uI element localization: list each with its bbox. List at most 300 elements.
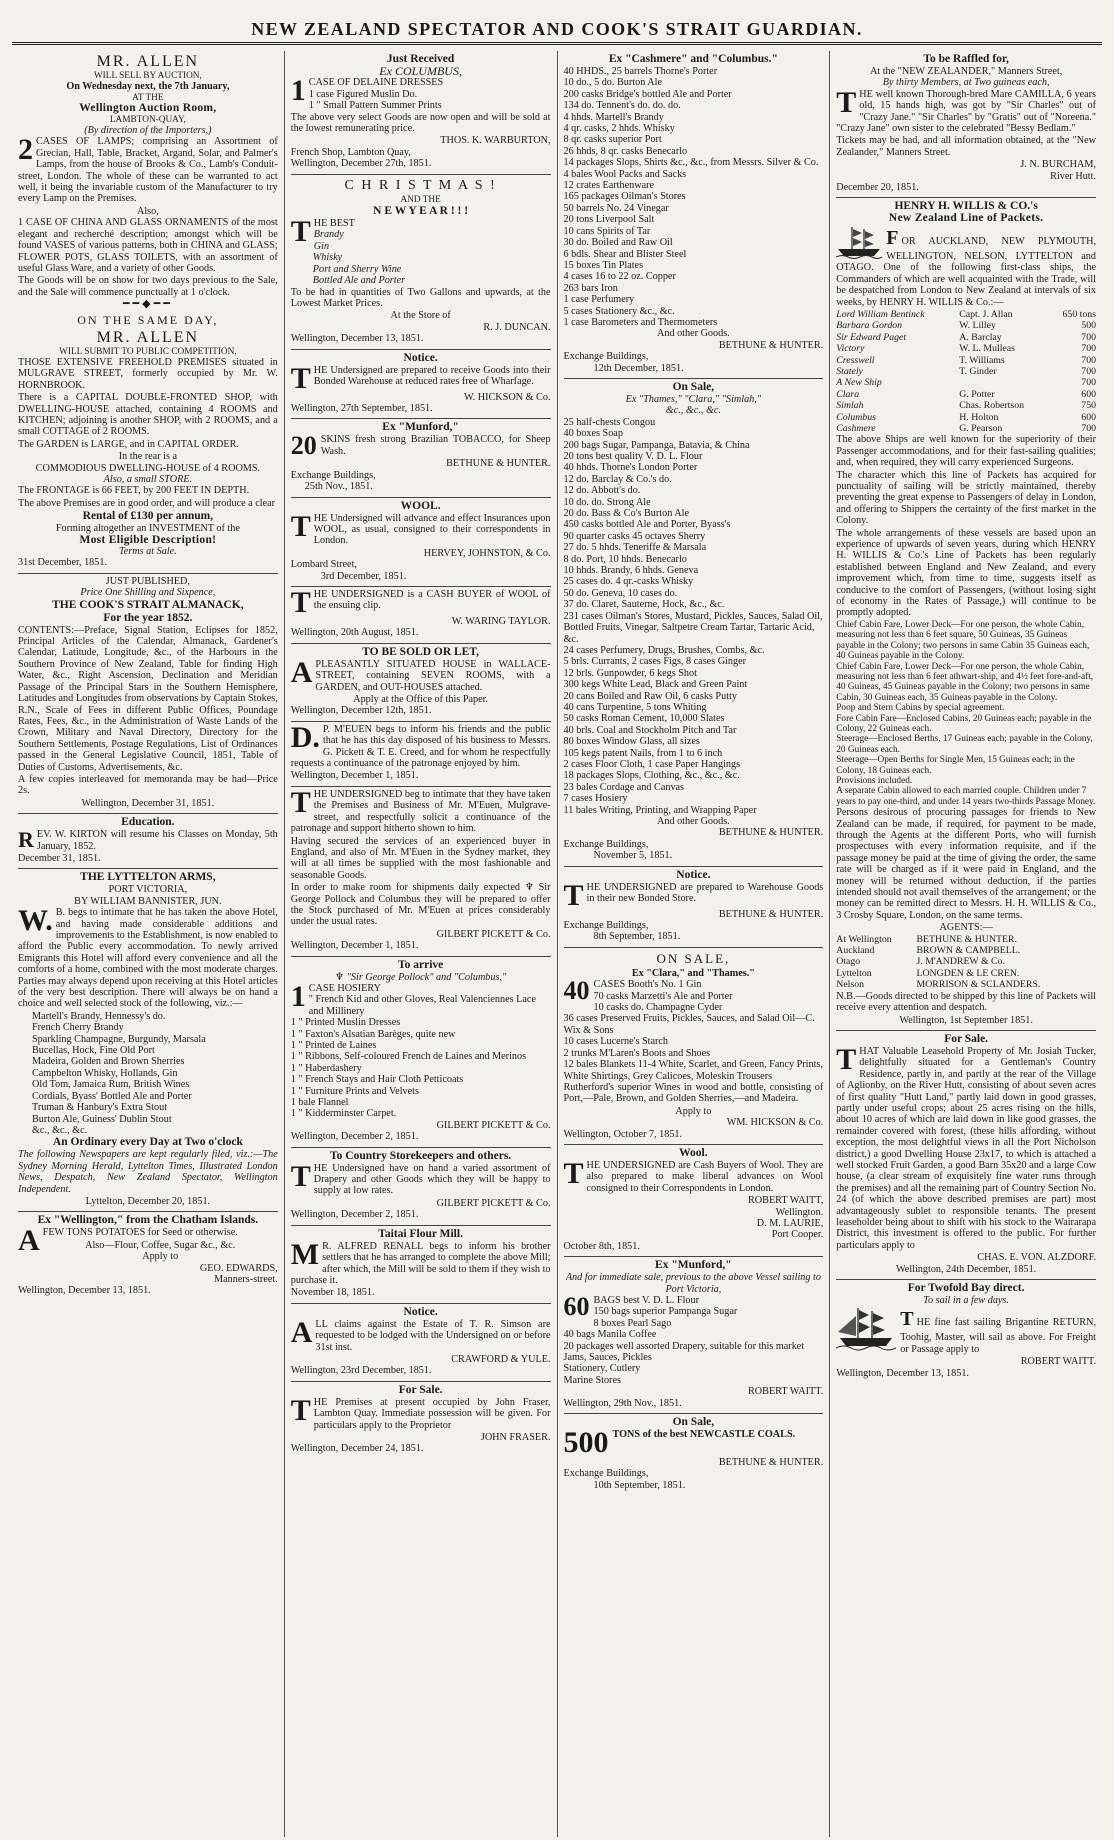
list-item: 90 quarter casks 45 octaves Sherry bbox=[563, 530, 706, 542]
willis-p4: Persons desirous of procuring passages for friends to New Zealand can be made, if required, for payment to be made, through the Agents at the different Ports, who will furnish prospectuses with every information requisite, and if the passage money be paid at the time of giving the order, the same rate will be charged as if it were paid in England, and the money will be returned without deduction, if the parties intended should not avail themselves of the arrangement; or the money can be remitted direct to Messrs. H. H. WILLIS & Co., 3 Crosby Square, London, on the same terms. bbox=[836, 807, 1096, 921]
munford2-qty: 60 bbox=[563, 1292, 590, 1321]
let-head: TO BE SOLD OR LET, bbox=[362, 645, 480, 658]
willis-date: Wellington, 1st September 1851. bbox=[899, 1014, 1033, 1026]
willis-head: HENRY H. WILLIS & CO.'s bbox=[894, 200, 1038, 213]
laurie-sign: D. M. LAURIE, bbox=[756, 1217, 824, 1229]
taylor-sign: W. WARING TAYLOR. bbox=[451, 616, 551, 627]
list-item: 12 do. Barclay & Co.'s do. bbox=[563, 473, 672, 485]
dwelling-text: COMMODIOUS DWELLING-HOUSE of 4 ROOMS. bbox=[35, 462, 261, 474]
hotel-owner: BY WILLIAM BANNISTER, JUN. bbox=[74, 895, 222, 907]
list-item: 50 do. Geneva, 10 cases do. bbox=[563, 587, 678, 599]
tucker-text bbox=[836, 1042, 1096, 1251]
onsale-ex: Ex "Thames," "Clara," "Simlah," bbox=[625, 393, 762, 405]
table-cell: 700 bbox=[1081, 422, 1096, 434]
drop-cap-t: T bbox=[900, 1308, 914, 1331]
list-item: 4 hhds. Martell's Brandy bbox=[563, 111, 664, 123]
list-item: Truman & Hanbury's Extra Stout bbox=[32, 1102, 168, 1114]
ad-chatham bbox=[18, 1212, 278, 1300]
fraser-date: Wellington, December 24, 1851. bbox=[290, 1443, 424, 1455]
table-row bbox=[836, 389, 1096, 400]
list-item: 10 do. do. Strong Ale bbox=[563, 496, 651, 508]
christmas-title: C H R I S T M A S ! bbox=[344, 177, 497, 193]
ordinary-heading: An Ordinary every Day at Two o'clock bbox=[52, 1136, 243, 1149]
fraser-sign: JOHN FRASER. bbox=[480, 1431, 551, 1443]
pickett-p2: Having secured the services of an experienced buyer in England, and also of Mr. M'Euen in the Sydney market, they will at all times be supplied with the most fashionable and seasonable Goods. bbox=[290, 835, 551, 881]
raffle-text bbox=[836, 85, 1096, 135]
list-item: 12 do. Abbott's do. bbox=[563, 485, 641, 497]
notice-body: HE Undersigned are prepared to receive Goods into their Bonded Warehouse at reduced rates free of Wharfage. bbox=[313, 364, 551, 387]
garden-text: The GARDEN is LARGE, and in CAPITAL ORDER. bbox=[18, 438, 239, 450]
ad-columbus bbox=[291, 51, 551, 175]
drop-cap-t: T bbox=[290, 215, 311, 249]
notice-date: Wellington, 27th September, 1851. bbox=[290, 402, 433, 414]
mill-body: R. ALFRED RENALL begs to inform his brother settlers that he has arranged to complete the above Mill; after which, the Mill will be sold to them if they wish to purchase it. bbox=[290, 1240, 551, 1286]
munford2-head: Ex "Munford," bbox=[655, 1259, 732, 1272]
table-row bbox=[836, 355, 1096, 366]
table-cell: Stately bbox=[836, 365, 863, 377]
list-item: 450 casks bottled Ale and Porter, Byass's bbox=[563, 519, 731, 531]
columbus-line-3: 1 " Small Pattern Summer Prints bbox=[308, 100, 442, 112]
onsale-sign: BETHUNE & HUNTER. bbox=[718, 827, 824, 839]
wool-addr: Lombard Street, bbox=[290, 559, 357, 571]
cashmere-other: And other Goods. bbox=[657, 328, 730, 340]
pickett-p3: In order to make room for shipments daily expected ♆ Sir George Pollock and Columbus they will be prepared to offer the Stock purchased of Mr. M'Euen at prices considerably under the usual rates. bbox=[290, 882, 551, 928]
produce-text: The above Premises are in good order, and will produce a clear bbox=[18, 497, 276, 509]
coals-head: On Sale, bbox=[672, 1416, 715, 1429]
list-item: 4 qr. casks, 2 hhds. Whisky bbox=[563, 123, 675, 135]
table-cell: Sir Edward Paget bbox=[836, 331, 907, 343]
raffle-at: At the "NEW ZEALANDER," Manners Street, bbox=[869, 66, 1063, 77]
munford2-line-1: BAGS best V. D. L. Flour bbox=[593, 1295, 699, 1306]
raffle-addr: River Hutt. bbox=[1050, 170, 1096, 182]
laurie-place: Port Cooper. bbox=[771, 1229, 824, 1241]
simson-head: Notice. bbox=[403, 1305, 438, 1318]
list-item: 1 " Ribbons, Self-coloured French de Laines and Merinos bbox=[290, 1051, 527, 1063]
cashmere-addr: Exchange Buildings, bbox=[563, 351, 649, 363]
table-cell: LONGDEN & LE CREN. bbox=[916, 967, 1020, 979]
taylor-body: HE UNDERSIGNED is a CASH BUYER of WOOL of the ensuing clip. bbox=[313, 589, 551, 612]
table-cell: 700 bbox=[1081, 343, 1096, 355]
simson-body: LL claims against the Estate of T. R. Simson are requested to be lodged with the Undersigned on or before 31st inst. bbox=[315, 1318, 551, 1353]
bonded-head: Notice. bbox=[676, 868, 711, 881]
coals-sign: BETHUNE & HUNTER. bbox=[718, 1457, 824, 1469]
table-row bbox=[836, 979, 1096, 990]
list-item: 40 cans Turpentine, 5 tons Whiting bbox=[563, 701, 707, 713]
coals-qty: 500 bbox=[563, 1426, 609, 1460]
frontage-text: The FRONTAGE is 66 FEET, by 200 FEET IN DEPTH. bbox=[18, 485, 250, 497]
arrive-sign: GILBERT PICKETT & Co. bbox=[436, 1119, 551, 1131]
list-item: 40 brls. Coal and Stockholm Pitch and Tar bbox=[563, 724, 737, 736]
munford2-date: Wellington, 29th Nov., 1851. bbox=[563, 1397, 682, 1409]
list-item: 23 bales Cordage and Canvas bbox=[563, 781, 685, 793]
country-sign: GILBERT PICKETT & Co. bbox=[436, 1197, 551, 1209]
drop-cap-a: A bbox=[290, 655, 313, 689]
ad-raffle bbox=[836, 51, 1096, 198]
education-date: December 31, 1851. bbox=[18, 852, 101, 864]
list-item: 200 bags Sugar, Pampanga, Batavia, & China bbox=[563, 439, 750, 451]
hotel-text bbox=[18, 904, 278, 1010]
list-item: Marine Stores bbox=[563, 1374, 621, 1386]
coals-addr: Exchange Buildings, bbox=[563, 1468, 649, 1480]
list-item: Burton Ale, Guiness' Dublin Stout bbox=[32, 1113, 172, 1125]
list-item: 12 bales Blankets 11-4 White, Scarlet, and Green, Fancy Prints, White Shirtings, Grey Calicoes, Moleskin Trousers bbox=[563, 1059, 823, 1082]
table-cell: G. Pearson bbox=[959, 422, 1003, 434]
ad-allen-lamps bbox=[18, 51, 278, 574]
table-cell: 750 bbox=[1081, 400, 1096, 412]
ad-christmas bbox=[291, 175, 551, 350]
table-cell: Clara bbox=[836, 388, 860, 400]
same-day-heading: ON THE SAME DAY, bbox=[77, 312, 219, 327]
list-item: 1 " Kidderminster Carpet. bbox=[290, 1108, 397, 1120]
show-text: The Goods will be on show for two days previous to the Sale, and the Sale will commence punctually at 1 o'clock. bbox=[18, 275, 278, 298]
chatham-apply: Apply to bbox=[142, 1251, 179, 1263]
auction-direction: (By direction of the Importers,) bbox=[84, 125, 212, 137]
taylor-text bbox=[290, 586, 551, 619]
munford-body: SKINS fresh strong Brazilian TOBACCO, for Sheep Wash. bbox=[320, 434, 551, 457]
list-item: Cordials, Byass' Bottled Ale and Porter bbox=[32, 1090, 192, 1102]
fraser-text bbox=[290, 1393, 551, 1431]
drop-cap-1: 1 bbox=[290, 74, 306, 108]
table-cell: MORRISON & SCLANDERS. bbox=[916, 979, 1041, 991]
list-item: 70 casks Marzetti's Ale and Porter bbox=[593, 990, 733, 1002]
clara-line-1: CASES Booth's No. 1 Gin bbox=[593, 979, 702, 991]
ad-flour-mill bbox=[291, 1226, 551, 1304]
country-head: To Country Storekeepers and others. bbox=[330, 1149, 512, 1162]
table-cell: Barbara Gordon bbox=[836, 320, 903, 332]
table-cell: Lyttelton bbox=[836, 967, 872, 979]
table-row bbox=[836, 934, 1096, 945]
list-item: Steerage—Open Berths for Single Men, 15 Guineas each; in the Colony, 18 Guineas each. bbox=[836, 755, 1075, 776]
education-head: Education. bbox=[121, 816, 175, 829]
table-row bbox=[836, 309, 1096, 320]
christmas-list bbox=[290, 215, 551, 287]
table-cell: H. Holton bbox=[959, 411, 999, 423]
willis-nb: N.B.—Goods directed to be shipped by this line of Packets will receive every attention and despatch. bbox=[836, 990, 1096, 1014]
list-item: Martell's Brandy, Hennessy's do. bbox=[32, 1010, 166, 1022]
list-item: Chief Cabin Fare, Lower Deck—For one person, the whole Cabin, measuring not less than 6 feet square, 50 Guineas, 35 Guineas payable in the Colony; two persons in same Cabin 35 Guineas each, 40 Guineas payable in the Colony. bbox=[836, 619, 1090, 662]
drop-cap-1: 1 bbox=[290, 979, 306, 1013]
drop-cap-t: T bbox=[290, 509, 311, 543]
hotel-stock-list bbox=[18, 1011, 278, 1136]
hotel-title: THE LYTTELTON ARMS, bbox=[80, 871, 216, 884]
drop-cap-t: T bbox=[563, 1156, 584, 1190]
agents-head: AGENTS:— bbox=[939, 922, 993, 934]
waitt-wool-date: October 8th, 1851. bbox=[563, 1240, 640, 1252]
willis-text bbox=[836, 225, 1096, 308]
arrive-list bbox=[290, 979, 551, 1120]
wool-sign: HERVEY, JOHNSTON, & Co. bbox=[423, 547, 551, 559]
ad-coals bbox=[564, 1414, 824, 1495]
almanack-note: A few copies interleaved for memoranda may be had—Price 2s. bbox=[18, 773, 278, 797]
columbus-lines bbox=[290, 74, 551, 112]
clara-head: ON SALE, bbox=[656, 950, 731, 966]
bonded-body: HE UNDERSIGNED are prepared to Warehouse Goods in their new Bonded Store. bbox=[586, 881, 824, 905]
tucker-body: HAT Valuable Leasehold Property of Mr. Josiah Tucker, delightfully situated for a Gentleman's Country Residence, partly in, and partly at the rear of the Village of Aglionby, on the River Hutt, consisting of about seven acres of first quality "Hutt Land," partly laid down in good grasses, partly under useful crops; about 25 acres rising on the hills, about 10 acres of which are laid down in like good grasses, the remainder covered with forest, (these hills affording, without exception, the most delightful views in all the Port Nicholson district,) a good Dwelling House 23x17, to which is attached a well stocked Fruit Garden, a good Barn 35x20 and a large Cow house, (a clear stream of exquisitely fine water runs through the premises) and all the remaining part of Country Section No. 24 (of which the above described premises are part) most advantageously sublet to responsible tenants. The present leaseholder being about to shift with his stock to the Wairarapa District, this investment is offered to the public. For further particulars apply to bbox=[836, 1045, 1096, 1251]
tucker-date: Wellington, 24th December, 1851. bbox=[896, 1263, 1037, 1275]
munford-text bbox=[290, 431, 551, 461]
waitt-place: Wellington. bbox=[775, 1206, 824, 1218]
also-label: Also, bbox=[136, 205, 159, 217]
twofold-head: For Twofold Bay direct. bbox=[907, 1282, 1025, 1295]
christmas-date: Wellington, December 13, 1851. bbox=[290, 333, 424, 345]
list-item: Brandy bbox=[313, 229, 344, 241]
list-item: 1 case Perfumery bbox=[563, 294, 635, 306]
list-item: 1 case Barometers and Thermometers bbox=[563, 316, 718, 328]
education-body: EV. W. KIRTON will resume his Classes on Monday, 5th January, 1852. bbox=[36, 829, 278, 852]
list-item: 50 casks Roman Cement, 10,000 Slates bbox=[563, 713, 725, 725]
willis-line: New Zealand Line of Packets. bbox=[888, 212, 1044, 225]
christmas-best: HE BEST bbox=[313, 218, 355, 230]
willis-p1: The above Ships are well known for the superiority of their Passenger accommodations, and for their fast-sailing qualities; and, when required, they will carry experienced Surgeons. bbox=[836, 434, 1096, 469]
list-item: 15 boxes Tin Plates bbox=[563, 259, 644, 271]
list-item: 40 boxes Soap bbox=[563, 428, 623, 440]
list-item: Stationery, Cutlery bbox=[563, 1363, 641, 1375]
columbus-addr: French Shop, Lambton Quay, bbox=[290, 146, 411, 158]
raffle-body: HE well known Thorough-bred Mare CAMILLA, 6 years old, 15 hands high, was got by "Sir Charles" out of "Crazy Jane." "Sir Charles" by "Gratis" out of "Noreena." "Crazy Jane" own sister to the celebrated "Bessy Bedlam." bbox=[836, 88, 1096, 135]
christmas-sign: R. J. DUNCAN. bbox=[483, 321, 551, 333]
list-item: 2 cases Floor Cloth, 1 case Paper Hangings bbox=[563, 758, 741, 770]
list-item: Old Tom, Jamaica Rum, British Wines bbox=[32, 1079, 190, 1091]
munford-sign: BETHUNE & HUNTER. bbox=[446, 458, 551, 470]
let-date: Wellington, December 12th, 1851. bbox=[290, 705, 432, 717]
pickett-date: Wellington, December 1, 1851. bbox=[290, 940, 419, 952]
pickett-body: HE UNDERSIGNED beg to intimate that they have taken the Premises and Business of Mr. M'Euen, Mulgrave-street, and respectfully solicit a continuance of the patronage and support hitherto shown to him. bbox=[290, 788, 551, 835]
raffle-date: December 20, 1851. bbox=[836, 182, 919, 194]
ad-house-let bbox=[291, 644, 551, 722]
new-year-title: N E W Y E A R ! ! ! bbox=[373, 205, 469, 218]
hotel-body: B. begs to intimate that he has taken the above Hotel, and having made considerable additions and improvements to the Establishment, is now enabled to afford the Public every accommodation. To newly arrived Emigrants this Hotel will afford every convenience and all the comforts of a home, combined with the most moderate charges. Parties may always depend upon receiving at this Hotel articles of the very best description. There will always be on hand a choice and well selected stock of the following, viz.:— bbox=[18, 907, 278, 1010]
table-cell: 700 bbox=[1081, 331, 1096, 343]
columbus-line-1: CASE OF DELAINE DRESSES bbox=[308, 77, 444, 89]
list-item: 10 do., 5 do. Burton Ale bbox=[563, 77, 662, 89]
drop-cap-t: T bbox=[290, 361, 311, 395]
twofold-text bbox=[836, 1306, 1096, 1355]
list-item: 20 do. Bass & Co's Burton Ale bbox=[563, 508, 690, 520]
ad-country-storekeepers bbox=[291, 1148, 551, 1226]
table-row bbox=[836, 400, 1096, 411]
almanack-head: JUST PUBLISHED, bbox=[105, 575, 190, 587]
fraser-body: HE Premises at present occupied by John Fraser, Lambton Quay. Immediate possession will be given. For particulars apply to the Proprietor bbox=[313, 1396, 551, 1431]
ad-almanack bbox=[18, 574, 278, 814]
mill-text bbox=[290, 1237, 551, 1287]
table-cell: BETHUNE & HUNTER. bbox=[916, 933, 1017, 945]
list-item: 10 hhds. Brandy, 6 hhds. Geneva bbox=[563, 565, 699, 577]
table-cell: 700 bbox=[1081, 377, 1096, 389]
list-item: 1 " Printed Muslin Dresses bbox=[290, 1017, 401, 1029]
table-row bbox=[836, 366, 1096, 377]
raffle-tickets: Tickets may be had, and all information obtained, at the "New Zealander," Manners Street. bbox=[836, 135, 1096, 158]
munford2-sub: And for immediate sale, previous to the above Vessel sailing to Port Victoria, bbox=[565, 1272, 821, 1295]
munford2-list bbox=[563, 1292, 824, 1386]
ad-to-arrive bbox=[291, 957, 551, 1148]
list-item: 1 " Faxton's Alsatian Barèges, quite new bbox=[290, 1028, 456, 1040]
hotel-place: PORT VICTORIA, bbox=[108, 884, 188, 896]
arrive-ex: ♆ "Sir George Pollock" and "Columbus," bbox=[334, 971, 507, 983]
bonded-addr: Exchange Buildings, bbox=[563, 920, 649, 932]
list-item: Poop and Stern Cabins by special agreement. bbox=[836, 703, 1005, 714]
simson-text bbox=[290, 1315, 551, 1353]
table-cell: BROWN & CAMPBELL. bbox=[916, 945, 1021, 957]
list-item: A separate Cabin allowed to each married couple. Children under 7 years to pay one-third, and under 14 years two-thirds Passage Money. bbox=[836, 786, 1096, 807]
twofold-body: HE fine fast sailing Brigantine RETURN, Toohig, Master, will sail as above. For Freight or Passage apply to bbox=[900, 1317, 1096, 1355]
chatham-addr: Manners-street. bbox=[214, 1273, 278, 1285]
list-item: 36 cases Preserved Fruits, Pickles, Sauces, and Salad Oil—C. Wix & Sons bbox=[563, 1013, 815, 1036]
list-item: 165 packages Oilman's Stores bbox=[563, 191, 686, 203]
investment-text: Forming altogether an INVESTMENT of the bbox=[55, 523, 240, 535]
columbus-sign: THOS. K. WARBURTON, bbox=[440, 135, 551, 147]
drop-cap-d: D. bbox=[290, 720, 320, 754]
list-item: 231 cases Oilman's Stores, Mustard, Pickles, Sauces, Salad Oil, Bottled Fruits, Vinegar, Saltpetre Cream Tartar, Tartaric Acid, &c. bbox=[563, 610, 823, 645]
let-apply: Apply at the Office of this Paper. bbox=[353, 694, 488, 706]
auction-date: On Wednesday next, the 7th January, bbox=[66, 81, 230, 93]
clara-items bbox=[564, 991, 824, 1082]
table-cell: Capt. J. Allan bbox=[959, 308, 1013, 320]
column-2 bbox=[285, 51, 558, 1837]
notice-head: Notice. bbox=[403, 351, 438, 364]
twofold-date: Wellington, December 13, 1851. bbox=[836, 1367, 969, 1379]
ships-table bbox=[836, 309, 1096, 434]
auctioneer-name: MR. ALLEN bbox=[96, 53, 200, 70]
table-row bbox=[836, 945, 1096, 956]
cashmere-head: Ex "Cashmere" and "Columbus." bbox=[608, 53, 778, 65]
drop-cap-t: T bbox=[290, 1159, 311, 1193]
mceuen-date: Wellington, December 1, 1851. bbox=[290, 770, 419, 782]
raffle-sign: J. N. BURCHAM, bbox=[1020, 159, 1096, 171]
list-item: 20 packages well assorted Drapery, suitable for this market bbox=[563, 1340, 805, 1352]
list-item: 1 " Printed de Laines bbox=[290, 1040, 377, 1051]
list-item: Provisions included. bbox=[836, 775, 913, 786]
simson-sign: CRAWFORD & YULE. bbox=[451, 1353, 551, 1365]
list-item: French Cherry Brandy bbox=[32, 1022, 124, 1034]
list-item: 27 do. 5 hhds. Teneriffe & Marsala bbox=[563, 542, 707, 554]
list-item: 25 cases do. 4 qr.-casks Whisky bbox=[563, 576, 694, 588]
coals-body: TONS of the best NEWCASTLE COALS. bbox=[612, 1429, 796, 1441]
cashmere-items bbox=[564, 66, 824, 328]
lamps-text bbox=[18, 133, 278, 205]
table-cell: Nelson bbox=[836, 979, 865, 991]
coals-text bbox=[563, 1426, 824, 1460]
list-item: 25 half-chests Congou bbox=[563, 416, 656, 428]
list-item: 1 bale Flannel bbox=[290, 1097, 349, 1109]
list-item: Port and Sherry Wine bbox=[312, 263, 402, 275]
ad-munford-tobacco bbox=[291, 419, 551, 497]
table-cell: 500 bbox=[1081, 320, 1096, 332]
list-item: 2 trunks M'Laren's Boots and Shoes bbox=[563, 1047, 711, 1059]
columbus-ex: Ex COLUMBUS, bbox=[379, 64, 462, 78]
brigantine-icon bbox=[836, 1306, 896, 1355]
drop-cap-t: T bbox=[290, 785, 311, 819]
ad-wool-hervey bbox=[291, 498, 551, 587]
list-item: 1 " Haberdashery bbox=[290, 1062, 362, 1074]
ad-on-sale-clara bbox=[564, 948, 824, 1145]
almanack-year: For the year 1852. bbox=[103, 611, 193, 624]
ad-education bbox=[18, 814, 278, 869]
list-item: Campbelton Whisky, Hollands, Gin bbox=[32, 1067, 178, 1079]
let-body: PLEASANTLY SITUATED HOUSE in WALLACE-STREET, containing SEVEN ROOMS, with a GARDEN, and OUT-HOUSES attached. bbox=[315, 658, 551, 693]
list-item: 37 do. Claret, Sauterne, Hock, &c., &c. bbox=[563, 599, 725, 611]
chatham-also: Also—Flour, Coffee, Sugar &c., &c. bbox=[85, 1239, 236, 1251]
drop-cap-f: F bbox=[886, 226, 899, 249]
list-item: 6 bdls. Shear and Blister Steel bbox=[563, 248, 687, 260]
notice-text bbox=[290, 361, 551, 395]
terms-text: Terms at Sale. bbox=[119, 546, 177, 558]
arrive-items bbox=[291, 994, 551, 1119]
list-item: 20 tons best quality V. D. L. Flour bbox=[563, 451, 703, 462]
ad-subline-2: WILL SUBMIT TO PUBLIC COMPETITION, bbox=[59, 346, 237, 357]
clara-body: Rutherford's superior Wines in wood and bottle, consisting of Port,—Pale, Brown, and Golden Sherries,—and Madeira. bbox=[563, 1081, 824, 1105]
arrive-date: Wellington, December 2, 1851. bbox=[290, 1131, 419, 1143]
waitt-wool-text bbox=[563, 1156, 824, 1194]
twofold-sub: To sail in a few days. bbox=[923, 1295, 1009, 1307]
lamps-body: CASES OF LAMPS; comprising an Assortment of Grecian, Hall, Table, Bracket, Argand, Solar, and Palmer's Lamps, from the house of Brooks & Co., Lamb's Conduit-street, London. The whole of these can be warranted to act well, it being the invariable custom of the Manufacturer to try every Lamp on the Premises. bbox=[18, 136, 278, 205]
list-item: 150 bags superior Pampanga Sugar bbox=[593, 1306, 738, 1318]
christmas-items bbox=[291, 229, 551, 286]
table-cell: Cashmere bbox=[836, 422, 876, 434]
ad-mceuen bbox=[291, 722, 551, 787]
ad-notice-simson bbox=[291, 1304, 551, 1382]
ad-lyttelton-arms bbox=[18, 869, 278, 1212]
table-cell: W. Lilley bbox=[959, 320, 996, 332]
onsale-addr: Exchange Buildings, bbox=[563, 838, 649, 850]
list-item: Bottled Ale and Porter bbox=[312, 275, 406, 287]
clara-sign: WM. HICKSON & Co. bbox=[726, 1117, 824, 1129]
list-item: 24 cases Perfumery, Drugs, Brushes, Combs, &c. bbox=[563, 644, 765, 656]
list-item: 10 cases Lucerne's Starch bbox=[563, 1036, 669, 1048]
drop-cap-t: T bbox=[836, 85, 857, 119]
list-item: Madeira, Golden and Brown Sherries bbox=[32, 1056, 185, 1068]
ad-notice-hickson bbox=[291, 350, 551, 420]
country-body: HE Undersigned have on hand a varied assortment of Drapery and other Goods which they will be happy to supply at low rates. bbox=[313, 1162, 551, 1197]
list-item: 14 packages Slops, Shirts &c., &c., from Messrs. Silver & Co. bbox=[563, 157, 819, 169]
table-row bbox=[836, 320, 1096, 331]
willis-body: OR AUCKLAND, NEW PLYMOUTH, WELLINGTON, NELSON, LYTTELTON and OTAGO. One of the following first-class ships, the Commanders of which are well acquainted with the Trade, will be despatched from London to New Zealand at intervals of six weeks, by HENRY H. WILLIS & Co.:— bbox=[836, 235, 1096, 308]
list-item: " French Kid and other Gloves, Real Valenciennes Lace and Millinery bbox=[308, 994, 536, 1017]
education-text bbox=[18, 829, 278, 852]
list-item: 8 do. Port, 10 hhds. Benecarlo bbox=[563, 553, 687, 565]
tucker-head: For Sale. bbox=[944, 1032, 989, 1045]
rental-heading: Rental of £130 per annum, bbox=[82, 510, 214, 523]
table-row bbox=[836, 332, 1096, 343]
list-item: 300 kegs White Lead, Black and Green Paint bbox=[563, 679, 748, 691]
ad-on-sale-thames bbox=[564, 379, 824, 867]
list-item: Chief Cabin Fare, Lower Deck—For one person, the whole Cabin, measuring not less than 6 feet athwart-ship, and 4½ feet fore-and-aft, 40 Guineas, 45 Guineas payable in the Colony; two persons in same Cabin, 30 Guineas each, 35 Guineas payable in the Colony. bbox=[836, 661, 1094, 703]
list-item: 26 hhds, 8 qr. casks Benecarlo bbox=[563, 145, 688, 157]
munford2-items bbox=[564, 1306, 824, 1386]
hotel-date: Lyttelton, December 20, 1851. bbox=[85, 1195, 211, 1207]
table-cell: A New Ship bbox=[836, 377, 882, 389]
table-cell: G. Potter bbox=[959, 388, 995, 400]
almanack-title: THE COOK'S STRAIT ALMANACK, bbox=[52, 598, 244, 611]
table-row bbox=[836, 423, 1096, 434]
list-item: 1 " Furniture Prints and Velvets bbox=[290, 1085, 419, 1097]
list-item: 134 do. Tennent's do. do. do. bbox=[563, 100, 681, 112]
drop-cap-t: T bbox=[563, 878, 584, 912]
list-item: Fore Cabin Fare—Enclosed Cabins, 20 Guineas each; payable in the Colony, 22 Guineas each. bbox=[836, 713, 1092, 734]
list-item: 18 packages Slops, Clothing, &c., &c., &c. bbox=[563, 770, 740, 782]
list-item: 40 hhds. Thorne's London Porter bbox=[563, 462, 698, 474]
list-item: 4 bales Wool Packs and Sacks bbox=[563, 168, 687, 180]
drop-cap-a: A bbox=[290, 1315, 313, 1349]
list-item: 200 casks Bridge's bottled Ale and Porter bbox=[563, 88, 732, 100]
wool-date: 3rd December, 1851. bbox=[320, 570, 407, 582]
cashmere-sign: BETHUNE & HUNTER. bbox=[718, 339, 824, 351]
papers-text: The following Newspapers are kept regularly filed, viz.:—The Sydney Morning Herald, Lyttelton Times, Illustrated London News, Despatch, New Zealand Spectator, Wellington Independent. bbox=[18, 1149, 278, 1195]
ad-munford-flour bbox=[564, 1257, 824, 1414]
clara-ex: Ex "Clara," and "Thames." bbox=[631, 967, 755, 979]
munford2-sign: ROBERT WAITT. bbox=[748, 1386, 824, 1398]
chatham-sign: GEO. EDWARDS, bbox=[199, 1262, 278, 1274]
auction-street: LAMBTON-QUAY, bbox=[109, 114, 186, 125]
